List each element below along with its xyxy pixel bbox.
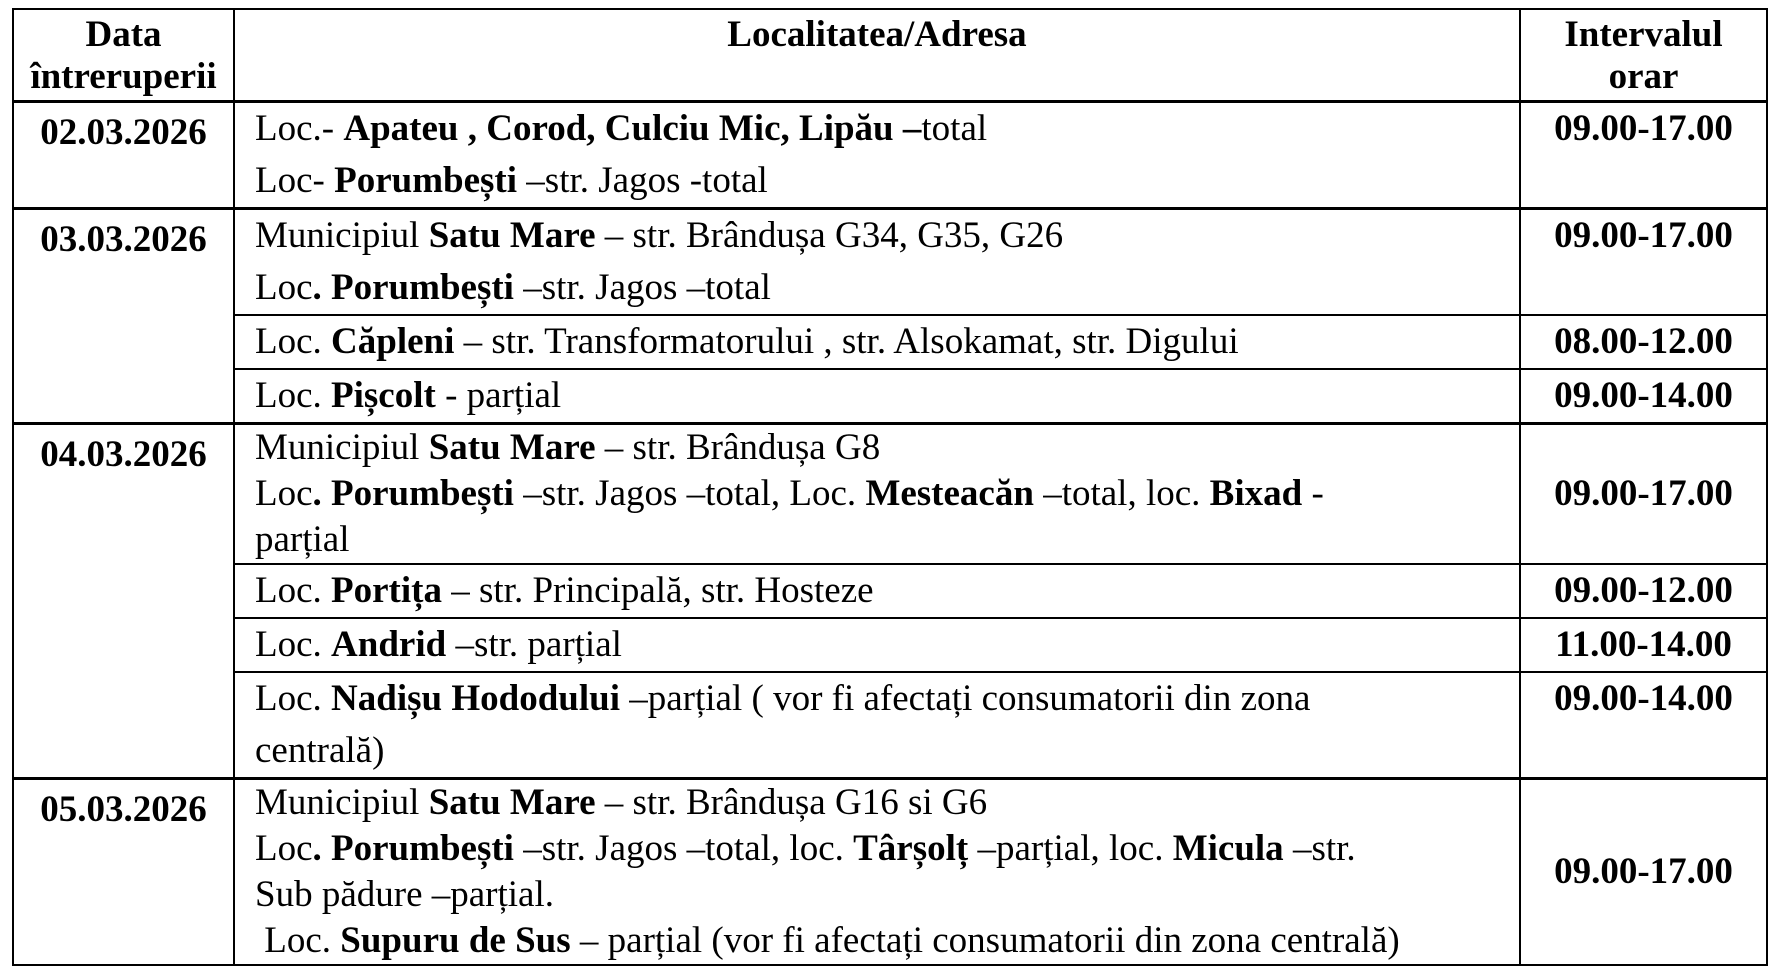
table-row bbox=[13, 369, 1767, 424]
table-row bbox=[13, 424, 1767, 565]
location-line bbox=[255, 210, 1513, 262]
location-name: Bixad bbox=[1209, 473, 1303, 514]
location-line bbox=[255, 103, 1513, 155]
location-text: –str. Jagos –total, loc. bbox=[513, 828, 854, 869]
time-interval: 11.00-14.00 bbox=[1520, 618, 1767, 672]
location-line bbox=[255, 565, 1513, 617]
location-text: - parțial bbox=[435, 375, 562, 416]
header-date-line1: Data bbox=[85, 14, 162, 55]
location-line bbox=[255, 262, 1513, 314]
header-row bbox=[13, 9, 1767, 102]
location-text: – str. Brândușa G34, G35, G26 bbox=[595, 215, 1064, 256]
location-name: Micula bbox=[1172, 828, 1284, 869]
location-name: Porumbești bbox=[334, 160, 518, 201]
location-line bbox=[255, 155, 1513, 207]
location-text: total bbox=[921, 108, 988, 149]
header-location-label: Localitatea/Adresa bbox=[727, 14, 1027, 55]
location-text: Loc- bbox=[255, 160, 335, 201]
location-text: –str. parțial bbox=[446, 624, 622, 665]
location-name: Supuru de Sus bbox=[340, 920, 571, 961]
location-text: Loc bbox=[255, 473, 313, 514]
location-cell bbox=[234, 315, 1520, 369]
location-text: – parțial (vor fi afectați consumatorii din zona centrală) bbox=[570, 920, 1400, 961]
header-interval-line1: Intervalul bbox=[1564, 14, 1723, 55]
header-interval bbox=[1520, 9, 1767, 102]
location-name: Pișcolt bbox=[331, 375, 436, 416]
time-interval: 09.00-14.00 bbox=[1520, 672, 1767, 779]
location-cell bbox=[234, 672, 1520, 779]
location-line bbox=[255, 517, 1513, 563]
location-line bbox=[255, 673, 1513, 725]
location-line bbox=[255, 918, 1513, 964]
time-interval: 09.00-17.00 bbox=[1520, 779, 1767, 966]
location-text: - bbox=[1302, 473, 1324, 514]
location-name: . Porumbești bbox=[312, 267, 514, 308]
location-line bbox=[255, 316, 1513, 368]
location-text: Loc. bbox=[255, 570, 332, 611]
table-row bbox=[13, 315, 1767, 369]
location-name: Târșolț bbox=[853, 828, 969, 869]
location-name: Mesteacăn bbox=[865, 473, 1034, 514]
location-cell bbox=[234, 779, 1520, 966]
location-text: Loc. bbox=[255, 624, 332, 665]
location-text: – str. Principală, str. Hosteze bbox=[441, 570, 874, 611]
location-text: –str. Jagos –total bbox=[513, 267, 771, 308]
location-text: Loc. bbox=[255, 375, 332, 416]
location-name: Apateu , Corod, Culciu Mic, Lipău – bbox=[343, 108, 922, 149]
location-text: –str. Jagos –total, Loc. bbox=[513, 473, 866, 514]
location-line bbox=[255, 725, 1513, 777]
location-text: Municipiul bbox=[255, 782, 429, 823]
location-line bbox=[255, 780, 1513, 826]
location-text: – str. Transformatorului , str. Alsokamat, str. Digului bbox=[454, 321, 1239, 362]
location-text: Loc bbox=[255, 828, 313, 869]
location-line bbox=[255, 425, 1513, 471]
location-name: . Porumbești bbox=[312, 473, 514, 514]
location-name: Nadișu Hododului bbox=[331, 678, 620, 719]
outage-date: 05.03.2026 bbox=[13, 779, 234, 966]
location-name: . Porumbești bbox=[312, 828, 514, 869]
time-interval: 09.00-17.00 bbox=[1520, 102, 1767, 209]
location-name: Satu Mare bbox=[428, 215, 596, 256]
table-body bbox=[13, 102, 1767, 966]
time-interval: 09.00-12.00 bbox=[1520, 564, 1767, 618]
time-interval: 08.00-12.00 bbox=[1520, 315, 1767, 369]
location-line bbox=[255, 619, 1513, 671]
location-text: –parțial, loc. bbox=[968, 828, 1173, 869]
location-text: Loc. bbox=[255, 920, 341, 961]
location-text: Loc bbox=[255, 267, 313, 308]
time-interval: 09.00-17.00 bbox=[1520, 424, 1767, 565]
location-text: Municipiul bbox=[255, 427, 429, 468]
header-date bbox=[13, 9, 234, 102]
location-text: – str. Brândușa G16 si G6 bbox=[595, 782, 988, 823]
outage-date: 02.03.2026 bbox=[13, 102, 234, 209]
outage-date: 04.03.2026 bbox=[13, 424, 234, 779]
time-interval: 09.00-14.00 bbox=[1520, 369, 1767, 424]
time-interval: 09.00-17.00 bbox=[1520, 209, 1767, 316]
location-text: – str. Brândușa G8 bbox=[595, 427, 881, 468]
location-text: Loc.- bbox=[255, 108, 344, 149]
outage-date: 03.03.2026 bbox=[13, 209, 234, 424]
location-text: parțial bbox=[255, 519, 350, 560]
outage-schedule-table bbox=[12, 8, 1768, 966]
location-text: –parțial ( vor fi afectați consumatorii din zona bbox=[620, 678, 1311, 719]
table-row bbox=[13, 779, 1767, 966]
location-name: Andrid bbox=[331, 624, 447, 665]
location-name: Căpleni bbox=[331, 321, 455, 362]
location-name: Satu Mare bbox=[428, 427, 596, 468]
location-line bbox=[255, 471, 1513, 517]
table-row bbox=[13, 672, 1767, 779]
location-cell bbox=[234, 369, 1520, 424]
location-cell bbox=[234, 564, 1520, 618]
location-line bbox=[255, 826, 1513, 872]
location-cell bbox=[234, 618, 1520, 672]
location-cell bbox=[234, 424, 1520, 565]
location-text: Loc. bbox=[255, 321, 332, 362]
header-interval-line2: orar bbox=[1608, 56, 1679, 97]
location-text: Municipiul bbox=[255, 215, 429, 256]
table-row bbox=[13, 564, 1767, 618]
location-name: Portița bbox=[331, 570, 442, 611]
location-text: Loc. bbox=[255, 678, 332, 719]
location-cell bbox=[234, 209, 1520, 316]
location-line bbox=[255, 872, 1513, 918]
location-text: –str. Jagos -total bbox=[517, 160, 768, 201]
table-row bbox=[13, 618, 1767, 672]
table-row bbox=[13, 102, 1767, 209]
table-row bbox=[13, 209, 1767, 316]
location-text: centrală) bbox=[255, 730, 385, 771]
location-name: Satu Mare bbox=[428, 782, 596, 823]
header-date-line2: întreruperii bbox=[30, 56, 217, 97]
header-location bbox=[234, 9, 1520, 102]
location-text: –str. bbox=[1283, 828, 1356, 869]
location-text: Sub pădure –parțial. bbox=[255, 874, 554, 915]
location-cell bbox=[234, 102, 1520, 209]
location-text: –total, loc. bbox=[1033, 473, 1210, 514]
location-line bbox=[255, 370, 1513, 422]
